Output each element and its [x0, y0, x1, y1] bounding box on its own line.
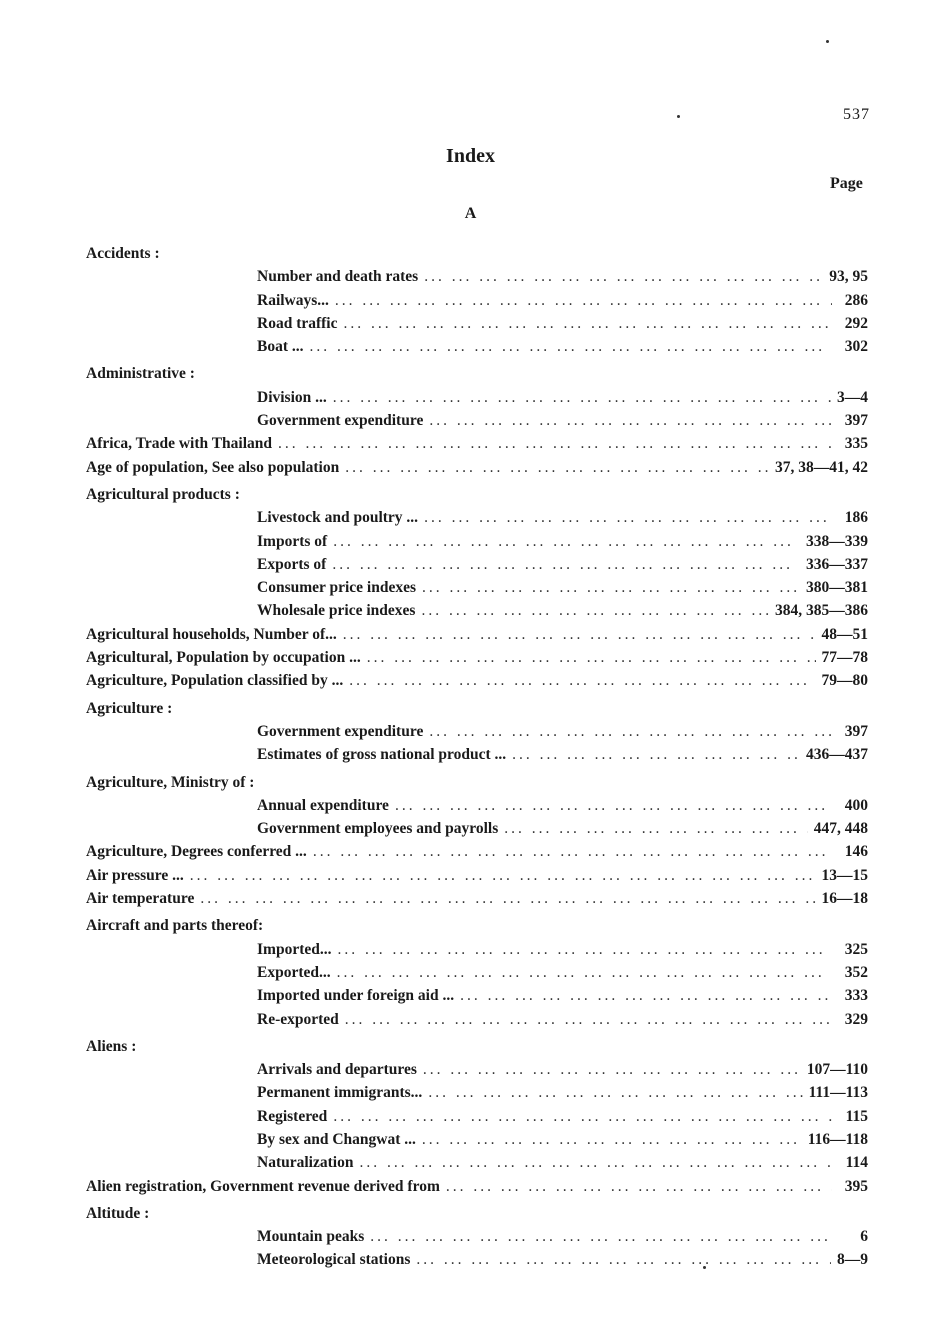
dot-leader	[333, 386, 831, 409]
page-reference: 116—118	[807, 1130, 868, 1148]
index-subentry	[86, 1225, 868, 1248]
index-term: Agriculture, Ministry of :	[86, 773, 255, 791]
dot-leader	[343, 623, 816, 646]
index-term: Aliens :	[86, 1037, 137, 1055]
page-reference: 48—51	[821, 625, 868, 643]
page-reference: 352	[844, 963, 868, 981]
dot-leader	[337, 961, 832, 984]
index-term: Consumer price indexes	[257, 579, 417, 597]
index-term: Mountain peaks	[257, 1228, 365, 1246]
index-term: Exported...	[257, 963, 331, 981]
index-subentry	[86, 289, 868, 312]
dot-leader	[310, 335, 833, 358]
index-heading	[86, 1035, 868, 1058]
dot-leader	[423, 1058, 801, 1081]
dot-leader	[370, 1225, 832, 1248]
index-heading	[86, 362, 868, 385]
dot-leader	[504, 817, 808, 840]
dot-leader	[278, 432, 832, 455]
page-reference: 37, 38—41, 42	[775, 458, 868, 476]
index-term: Imported under foreign aid ...	[257, 987, 455, 1005]
index-term: Meteorological stations	[257, 1251, 411, 1269]
dot-leader	[460, 984, 832, 1007]
dot-leader	[429, 409, 832, 432]
index-term: Arrivals and departures	[257, 1061, 417, 1079]
index-subentry	[86, 506, 868, 529]
dot-leader	[422, 576, 800, 599]
index-term: Aircraft and parts thereof:	[86, 917, 264, 935]
dot-leader	[428, 1081, 802, 1104]
index-term: Wholesale price indexes	[257, 602, 416, 620]
index-subentry	[86, 409, 868, 432]
dot-leader	[421, 599, 769, 622]
index-subentry	[86, 1151, 868, 1174]
index-term: Exports of	[257, 555, 327, 573]
page-column-header: Page	[830, 175, 863, 192]
page-title: Index	[446, 145, 495, 167]
page-reference: 397	[844, 722, 868, 740]
page-reference: 336—337	[806, 555, 868, 573]
dot-leader	[313, 840, 832, 863]
index-subentry	[86, 1081, 868, 1104]
index-term: Road traffic	[257, 314, 338, 332]
dot-leader	[332, 553, 800, 576]
index-heading	[86, 483, 868, 506]
index-subentry	[86, 743, 868, 766]
index-term: Air temperature	[86, 890, 195, 908]
index-term: Government employees and payrolls	[257, 820, 499, 838]
index-term: Annual expenditure	[257, 796, 389, 814]
index-entry	[86, 864, 868, 887]
print-speck	[826, 40, 829, 43]
page-reference: 8—9	[837, 1251, 868, 1269]
index-term: Permanent immigrants...	[257, 1084, 423, 1102]
print-speck	[677, 115, 680, 118]
index-subentry	[86, 576, 868, 599]
page-reference: 292	[844, 314, 868, 332]
index-term: Agricultural products :	[86, 485, 240, 503]
page-reference: 338—339	[806, 532, 868, 550]
dot-leader	[424, 265, 823, 288]
index-entry	[86, 623, 868, 646]
index-subentry	[86, 312, 868, 335]
index-term: Agriculture :	[86, 699, 173, 717]
index-subentry	[86, 1008, 868, 1031]
index-term: Air pressure ...	[86, 866, 184, 884]
index-subentry	[86, 1128, 868, 1151]
index-term: Registered	[257, 1107, 328, 1125]
page-reference: 3—4	[837, 388, 868, 406]
index-term: Railways...	[257, 291, 329, 309]
index-subentry	[86, 530, 868, 553]
index-term: By sex and Changwat ...	[257, 1130, 416, 1148]
index-term: Africa, Trade with Thailand	[86, 435, 273, 453]
index-entry	[86, 456, 868, 479]
index-subentry	[86, 1248, 868, 1271]
page-number: 537	[843, 106, 870, 123]
index-term: Re-exported	[257, 1010, 339, 1028]
index-list	[86, 238, 868, 1272]
index-subentry	[86, 1105, 868, 1128]
page-reference: 93, 95	[829, 268, 868, 286]
index-heading	[86, 242, 868, 265]
index-term: Division ...	[257, 388, 327, 406]
page-reference: 302	[844, 338, 868, 356]
page-reference: 436—437	[806, 746, 868, 764]
index-term: Altitude :	[86, 1204, 150, 1222]
page-reference: 395	[844, 1177, 868, 1195]
page-reference: 77—78	[821, 649, 868, 667]
dot-leader	[349, 669, 815, 692]
dot-leader	[424, 506, 832, 529]
page-reference: 329	[844, 1010, 868, 1028]
dot-leader	[429, 720, 832, 743]
index-term: Government expenditure	[257, 722, 424, 740]
page-reference: 16—18	[821, 890, 868, 908]
index-term: Livestock and poultry ...	[257, 509, 419, 527]
dot-leader	[333, 1105, 832, 1128]
index-subentry	[86, 961, 868, 984]
index-heading	[86, 1202, 868, 1225]
dot-leader	[416, 1248, 831, 1271]
index-entry	[86, 1175, 868, 1198]
page-reference: 111—113	[808, 1084, 868, 1102]
index-term: Government expenditure	[257, 412, 424, 430]
index-term: Imports of	[257, 532, 328, 550]
dot-leader	[190, 864, 816, 887]
index-subentry	[86, 938, 868, 961]
page-reference: 380—381	[806, 579, 868, 597]
page-reference: 107—110	[806, 1061, 868, 1079]
page-reference: 447, 448	[813, 820, 868, 838]
index-subentry	[86, 984, 868, 1007]
index-subentry	[86, 720, 868, 743]
print-speck	[703, 1266, 706, 1269]
dot-leader	[337, 938, 832, 961]
page-reference: 333	[844, 987, 868, 1005]
index-term: Agricultural households, Number of...	[86, 625, 337, 643]
index-subentry	[86, 599, 868, 622]
index-entry	[86, 432, 868, 455]
dot-leader	[344, 312, 833, 335]
page-reference: 186	[844, 509, 868, 527]
page-reference: 384, 385—386	[775, 602, 868, 620]
dot-leader	[333, 530, 800, 553]
page-reference: 114	[845, 1154, 868, 1172]
page-reference: 115	[845, 1107, 868, 1125]
index-subentry	[86, 794, 868, 817]
dot-leader	[200, 887, 815, 910]
index-term: Age of population, See also population	[86, 458, 340, 476]
index-term: Estimates of gross national product ...	[257, 746, 507, 764]
index-subentry	[86, 335, 868, 358]
index-heading	[86, 771, 868, 794]
index-subentry	[86, 817, 868, 840]
index-entry	[86, 669, 868, 692]
dot-leader	[359, 1151, 832, 1174]
index-subentry	[86, 386, 868, 409]
index-heading	[86, 697, 868, 720]
index-term: Imported...	[257, 940, 332, 958]
index-term: Accidents :	[86, 245, 160, 262]
page-reference: 397	[844, 412, 868, 430]
index-entry	[86, 840, 868, 863]
page-reference: 6	[860, 1228, 868, 1246]
index-subentry	[86, 553, 868, 576]
index-entry	[86, 646, 868, 669]
index-term: Agriculture, Degrees conferred ...	[86, 843, 307, 861]
index-term: Naturalization	[257, 1154, 354, 1172]
index-subentry	[86, 265, 868, 288]
index-term: Number and death rates	[257, 268, 419, 286]
index-term: Agriculture, Population classified by ...	[86, 672, 344, 690]
index-entry	[86, 887, 868, 910]
page-reference: 13—15	[821, 866, 868, 884]
index-term: Agricultural, Population by occupation ...	[86, 649, 361, 667]
page-reference: 286	[844, 291, 868, 309]
dot-leader	[395, 794, 832, 817]
index-heading	[86, 914, 868, 937]
page-reference: 146	[844, 843, 868, 861]
page-reference: 79—80	[821, 672, 868, 690]
dot-leader	[512, 743, 800, 766]
index-term: Administrative :	[86, 365, 195, 383]
section-letter: A	[464, 205, 477, 222]
page-reference: 325	[844, 940, 868, 958]
index-term: Boat ...	[257, 338, 304, 356]
dot-leader	[335, 289, 832, 312]
index-subentry	[86, 1058, 868, 1081]
page-reference: 400	[844, 796, 868, 814]
dot-leader	[422, 1128, 802, 1151]
index-term: Alien registration, Government revenue derived from	[86, 1177, 440, 1195]
dot-leader	[345, 1008, 832, 1031]
dot-leader	[367, 646, 816, 669]
dot-leader	[446, 1175, 832, 1198]
page-reference: 335	[844, 435, 868, 453]
dot-leader	[345, 456, 769, 479]
